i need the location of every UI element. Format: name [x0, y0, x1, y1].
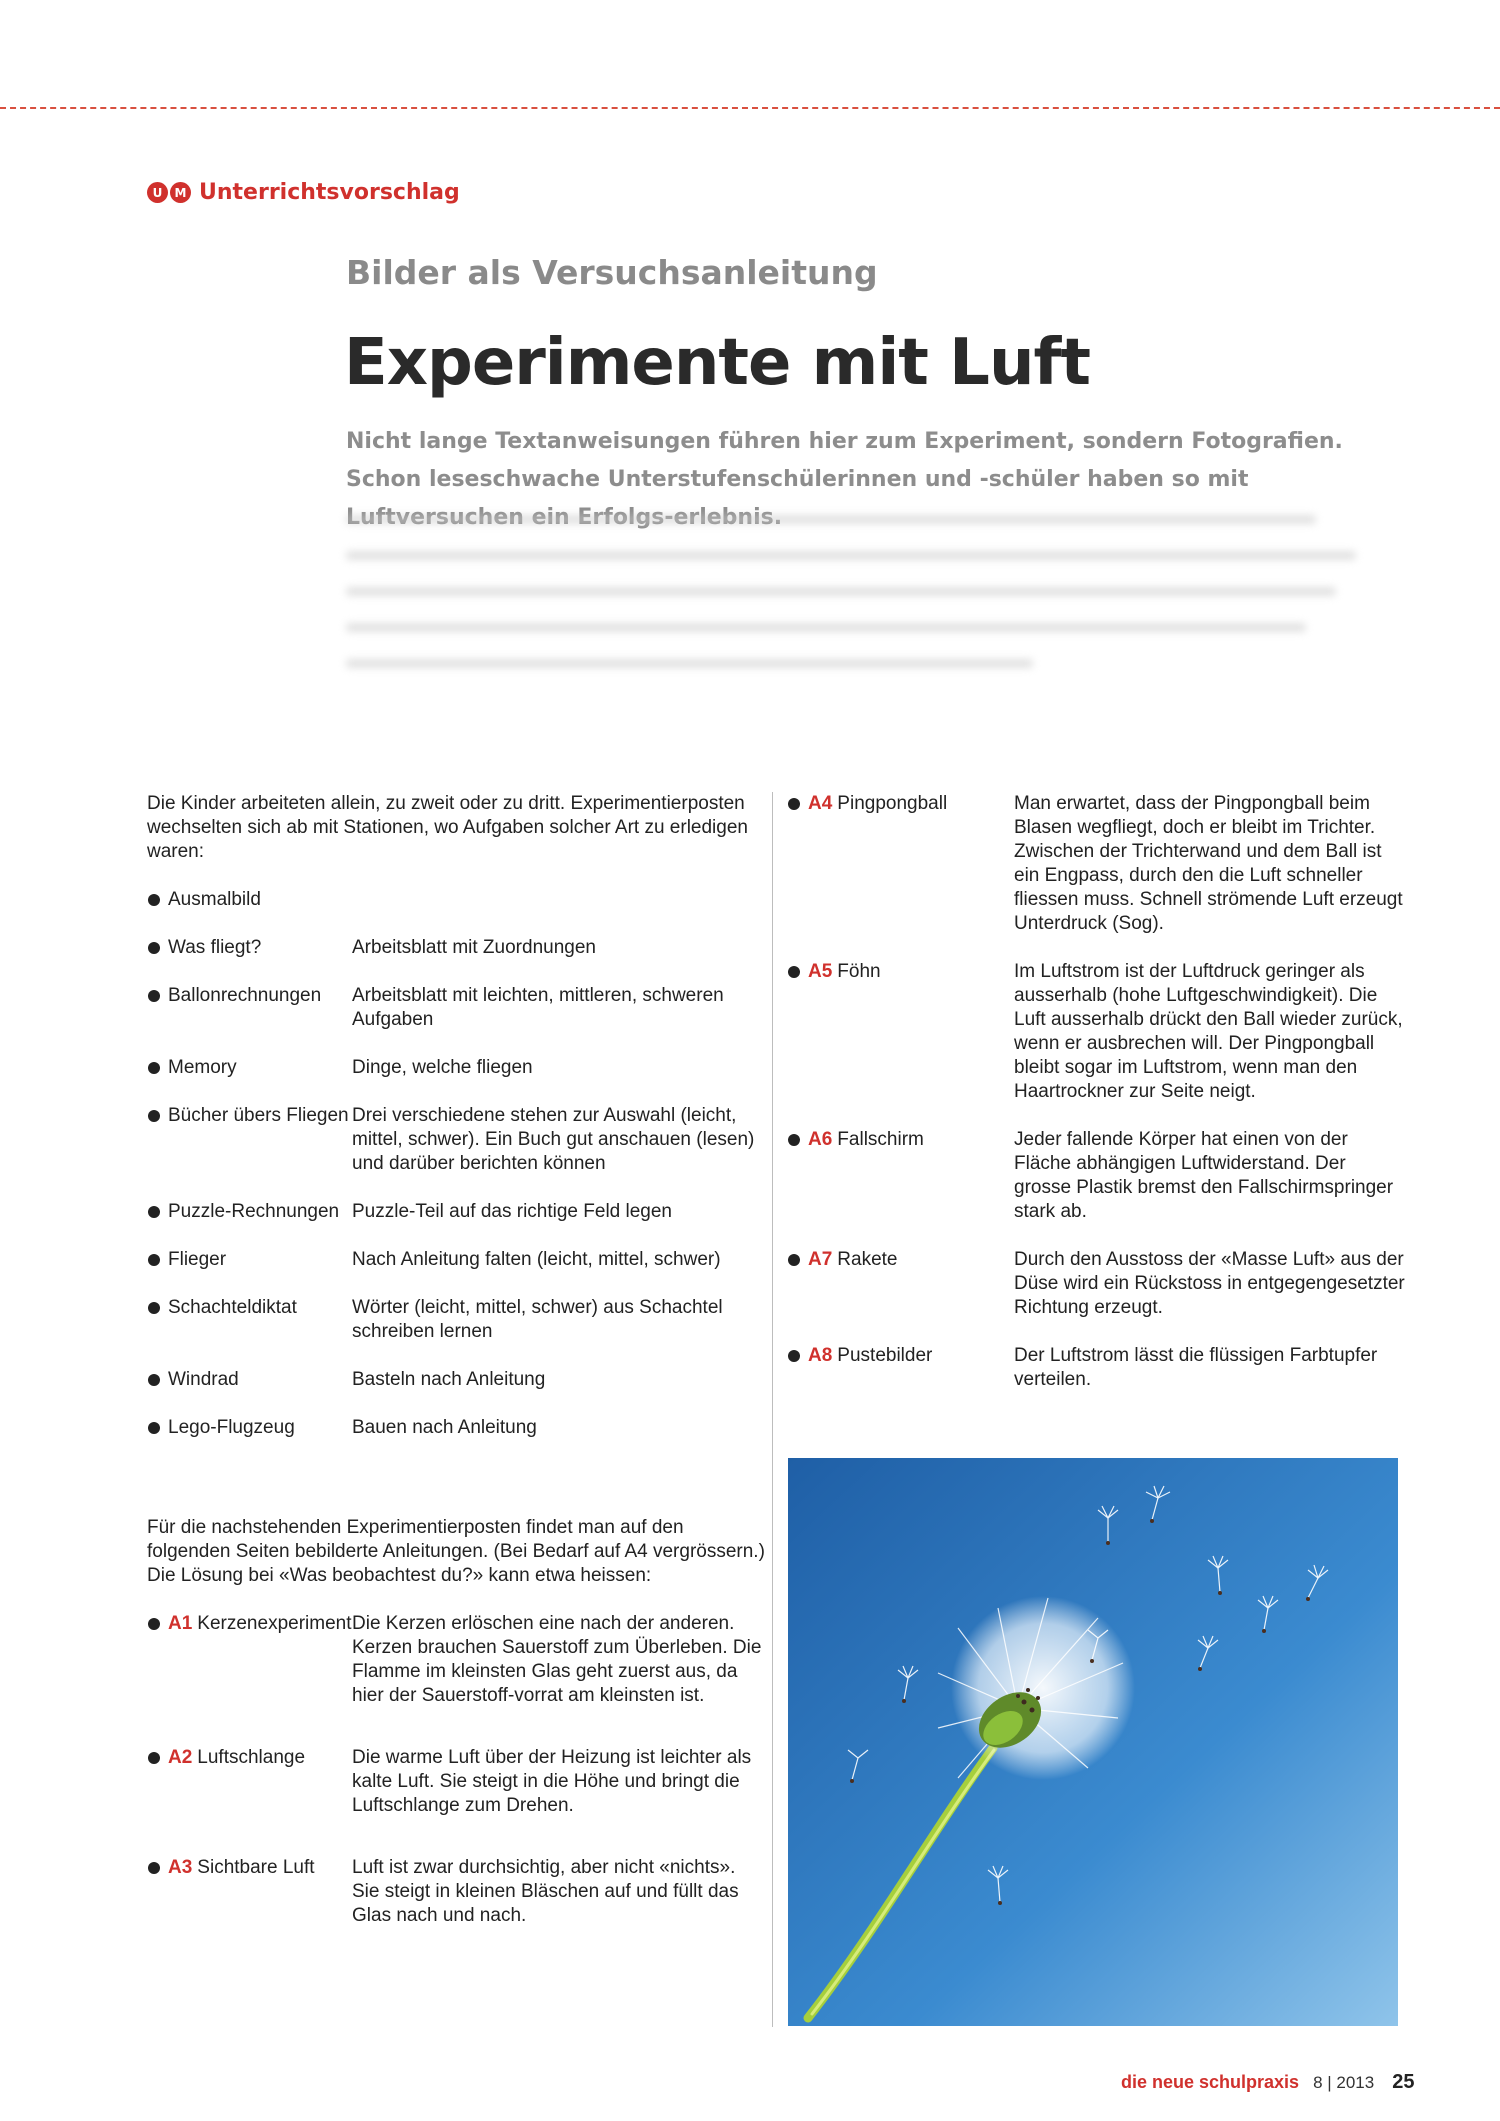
- experiment-desc: Luft ist zwar durchsichtig, aber nicht «nichts». Sie steigt in kleinen Bläschen auf und füllt das Glas nach und nach.: [352, 1857, 739, 1926]
- section-tag: [147, 180, 460, 205]
- list-item: [147, 1296, 767, 1344]
- bullet-icon: [148, 990, 160, 1002]
- list-item: [787, 792, 1407, 936]
- dandelion-photo: [788, 1458, 1398, 2026]
- experiment-name: Pustebilder: [837, 1345, 933, 1366]
- experiment-desc: Die warme Luft über der Heizung ist leichter als kalte Luft. Sie steigt in die Höhe und bringt die Luftschlange zum Drehen.: [352, 1747, 752, 1816]
- experiment-code: A7: [808, 1249, 833, 1270]
- bullet-icon: [148, 1062, 160, 1074]
- list-item: [787, 960, 1407, 1104]
- dashed-cut-line: [0, 107, 1500, 109]
- list-item: [147, 1746, 767, 1818]
- experiment-code: A8: [808, 1345, 833, 1366]
- list-item: [787, 1248, 1407, 1320]
- bullet-icon: [148, 1862, 160, 1874]
- page-footer: [1121, 2071, 1414, 2094]
- bullet-icon: [788, 798, 800, 810]
- experiment-name: Fallschirm: [837, 1129, 924, 1150]
- station-name: Was fliegt?: [168, 937, 262, 958]
- experiment-code: A5: [808, 961, 833, 982]
- experiment-code: A2: [168, 1747, 193, 1768]
- article-title: Experimente mit Luft: [344, 326, 1090, 400]
- experiment-desc: Jeder fallende Körper hat einen von der Fläche abhängigen Luftwiderstand. Der grosse Plastik bremst den Fallschirmspringer stark ab.: [1014, 1129, 1394, 1222]
- station-name: Windrad: [168, 1369, 239, 1390]
- experiment-code: A1: [168, 1613, 193, 1634]
- station-desc: Dinge, welche fliegen: [352, 1057, 533, 1078]
- bullet-icon: [148, 894, 160, 906]
- page-number: 25: [1392, 2071, 1415, 2093]
- list-item: [147, 1416, 767, 1440]
- list-item: [147, 1856, 767, 1928]
- stations-intro: Die Kinder arbeiteten allein, zu zweit oder zu dritt. Experimentierposten wechselten sich ab mit Stationen, wo Aufgaben solcher Art zu erledigen waren:: [147, 793, 748, 862]
- station-desc: Bauen nach Anleitung: [352, 1417, 537, 1438]
- article-lead: Nicht lange Textanweisungen führen hier zum Experiment, sondern Fotografien. Schon leseschwache Unterstufenschülerinnen und -schüler haben so mit: [346, 429, 1343, 492]
- experiment-name: Sichtbare Luft: [197, 1857, 315, 1878]
- section-label: Unterrichtsvorschlag: [199, 180, 460, 205]
- badge-u: U: [147, 182, 168, 203]
- bullet-icon: [148, 1618, 160, 1630]
- experiment-desc: Man erwartet, dass der Pingpongball beim Blasen wegfliegt, doch er bleibt im Trichter. Zwischen der Trichterwand und dem Ball ist ein Engpass, durch den die Luft schneller fliessen muss. Schnell strömende Luft erzeugt Unterdruck (Sog).: [1014, 793, 1403, 934]
- experiment-name: Pingpongball: [837, 793, 948, 814]
- bullet-icon: [148, 1110, 160, 1122]
- bullet-icon: [148, 1302, 160, 1314]
- article-kicker: Bilder als Versuchsanleitung: [346, 253, 878, 292]
- experiment-desc: Die Kerzen erlöschen eine nach der anderen. Kerzen brauchen Sauerstoff zum Überleben. Die Flamme im kleinsten Glas geht zuerst aus, da hier der Sauerstoff-vorrat am kleinsten ist.: [352, 1613, 762, 1706]
- list-item: [147, 1248, 767, 1272]
- list-item: [147, 1612, 767, 1708]
- bullet-icon: [788, 966, 800, 978]
- bullet-icon: [148, 1422, 160, 1434]
- left-column: [147, 792, 767, 1952]
- list-item: [147, 984, 767, 1032]
- experiment-name: Luftschlange: [197, 1747, 306, 1768]
- list-item: [147, 1104, 767, 1176]
- list-item: [147, 1056, 767, 1080]
- station-desc: Puzzle-Teil auf das richtige Feld legen: [352, 1201, 673, 1222]
- station-name: Schachteldiktat: [168, 1297, 297, 1318]
- experiment-desc: Der Luftstrom lässt die flüssigen Farbtupfer verteilen.: [1014, 1345, 1378, 1390]
- experiment-code: A4: [808, 793, 833, 814]
- list-item: [147, 1200, 767, 1224]
- bullet-icon: [148, 1206, 160, 1218]
- bullet-icon: [788, 1254, 800, 1266]
- station-desc: Nach Anleitung falten (leicht, mittel, schwer): [352, 1249, 721, 1270]
- experiment-name: Kerzenexperiment: [197, 1613, 352, 1634]
- experiment-name: Föhn: [837, 961, 881, 982]
- station-name: Flieger: [168, 1249, 227, 1270]
- bullet-icon: [788, 1350, 800, 1362]
- station-name: Memory: [168, 1057, 237, 1078]
- magazine-name: die neue schulpraxis: [1121, 2072, 1300, 2092]
- list-item: [147, 936, 767, 960]
- station-desc: Drei verschiedene stehen zur Auswahl (leicht, mittel, schwer). Ein Buch gut anschauen (lesen) und darüber berichten können: [352, 1105, 755, 1174]
- list-item: [147, 1368, 767, 1392]
- station-name: Puzzle-Rechnungen: [168, 1201, 340, 1222]
- column-divider: [772, 792, 773, 2027]
- experiment-name: Rakete: [837, 1249, 898, 1270]
- station-desc: Arbeitsblatt mit leichten, mittleren, schweren Aufgaben: [352, 985, 724, 1030]
- bullet-icon: [148, 1254, 160, 1266]
- stations-list: [147, 888, 767, 1440]
- experiment-code: A3: [168, 1857, 193, 1878]
- list-item: [787, 1128, 1407, 1224]
- right-column: [787, 792, 1407, 1416]
- experiments-list-left: [147, 1612, 767, 1928]
- station-desc: Arbeitsblatt mit Zuordnungen: [352, 937, 596, 958]
- station-desc: Wörter (leicht, mittel, schwer) aus Schachtel schreiben lernen: [352, 1297, 723, 1342]
- issue-number: 8 | 2013: [1313, 2073, 1375, 2092]
- list-item: [787, 1344, 1407, 1392]
- station-name: Bücher übers Fliegen: [168, 1105, 349, 1126]
- experiment-code: A6: [808, 1129, 833, 1150]
- station-desc: [352, 888, 767, 912]
- station-name: Ausmalbild: [168, 889, 261, 910]
- badge-m: M: [170, 182, 191, 203]
- station-desc: Basteln nach Anleitung: [352, 1369, 546, 1390]
- bullet-icon: [148, 1374, 160, 1386]
- experiment-desc: Durch den Ausstoss der «Masse Luft» aus der Düse wird ein Rückstoss in entgegengesetzter Richtung erzeugt.: [1014, 1249, 1405, 1318]
- list-item: [147, 888, 767, 912]
- bullet-icon: [148, 942, 160, 954]
- blurred-text-block: [346, 505, 1356, 720]
- bullet-icon: [148, 1752, 160, 1764]
- experiment-desc: Im Luftstrom ist der Luftdruck geringer als ausserhalb (hohe Luftgeschwindigkeit). Die Luft ausserhalb drückt den Ball wieder zurück, wenn er ausbrechen will. Der Pingpongball bleibt sogar im Luftstrom, wenn man den Haartrockner zur Seite neigt.: [1014, 961, 1403, 1102]
- bullet-icon: [788, 1134, 800, 1146]
- experiments-intro: Für die nachstehenden Experimentierposten findet man auf den folgenden Seiten bebilderte Anleitungen. (Bei Bedarf auf A4 vergrössern.) Die Lösung bei «Was beobachtest du?» kann etwa heissen:: [147, 1517, 765, 1586]
- station-name: Lego-Flugzeug: [168, 1417, 295, 1438]
- station-name: Ballonrechnungen: [168, 985, 322, 1006]
